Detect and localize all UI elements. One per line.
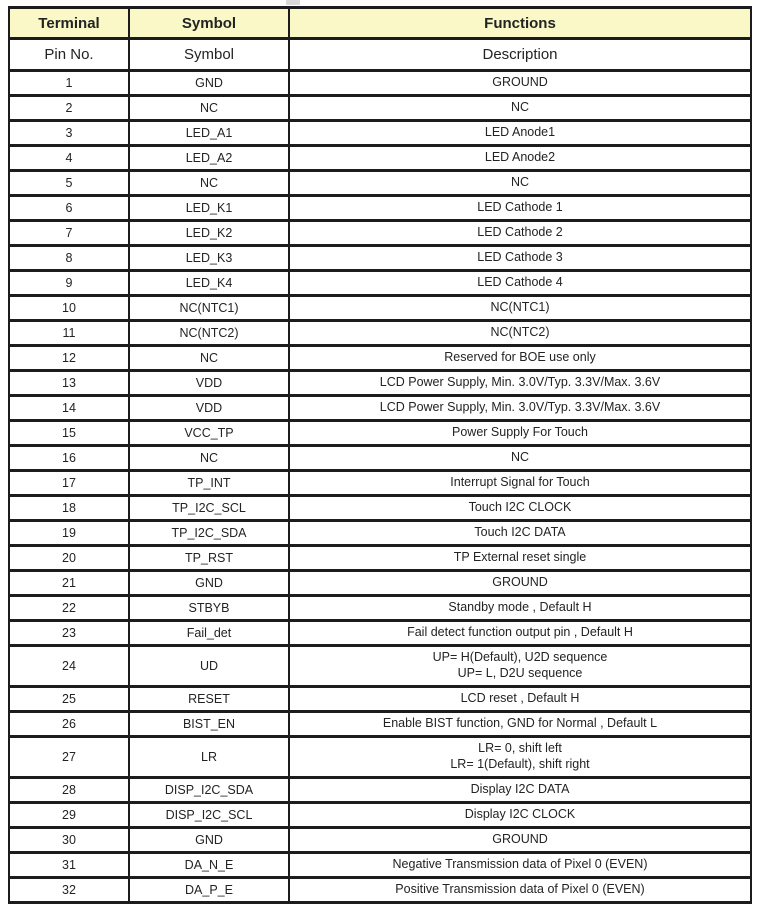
header-row [9,8,751,39]
function-line: Reserved for BOE use only [444,350,596,365]
function-line: Touch I2C CLOCK [468,500,572,515]
function-line: LED Cathode 2 [477,225,563,240]
pin-number-cell: 11 [9,321,129,346]
symbol-cell: TP_I2C_SCL [129,496,289,521]
function-cell [289,712,751,737]
table-row [9,196,751,221]
pin-number-cell: 20 [9,546,129,571]
table-row [9,271,751,296]
subheader-pin-no: Pin No. [9,39,129,71]
header-terminal: Terminal [9,8,129,39]
symbol-cell: VDD [129,371,289,396]
function-line: Positive Transmission data of Pixel 0 (EVEN) [395,882,645,897]
table-row [9,621,751,646]
pin-number-cell: 2 [9,96,129,121]
function-cell [289,471,751,496]
pin-number-cell: 13 [9,371,129,396]
pin-number-cell: 22 [9,596,129,621]
pin-number-cell: 6 [9,196,129,221]
table-row [9,646,751,687]
pin-number-cell: 25 [9,687,129,712]
function-cell [289,121,751,146]
table-row [9,853,751,878]
function-line: LED Cathode 1 [477,200,563,215]
symbol-cell: NC(NTC2) [129,321,289,346]
table-row [9,371,751,396]
table-body [9,39,751,903]
function-cell [289,546,751,571]
table-row [9,803,751,828]
symbol-cell: LED_A2 [129,146,289,171]
function-cell [289,496,751,521]
function-line: UP= L, D2U sequence [457,666,583,680]
function-line: LED Anode2 [484,150,556,165]
function-cell [289,571,751,596]
pin-number-cell: 12 [9,346,129,371]
pin-description-table [8,6,752,904]
function-cell [289,196,751,221]
pin-number-cell: 16 [9,446,129,471]
function-line: Power Supply For Touch [452,425,588,440]
function-cell [289,296,751,321]
symbol-cell: TP_RST [129,546,289,571]
function-cell [289,646,751,687]
function-cell [289,321,751,346]
table-row [9,471,751,496]
function-cell [289,371,751,396]
table-row [9,71,751,96]
pin-number-cell: 15 [9,421,129,446]
pin-number-cell: 17 [9,471,129,496]
function-line: Display I2C DATA [470,782,570,797]
function-cell [289,878,751,903]
table-row [9,321,751,346]
function-line: Touch I2C DATA [474,525,566,540]
pin-number-cell: 3 [9,121,129,146]
function-line: LED Cathode 4 [477,275,563,290]
table-row [9,346,751,371]
function-cell [289,246,751,271]
function-line: Negative Transmission data of Pixel 0 (EVEN) [392,857,648,872]
function-line: NC(NTC2) [490,325,550,340]
pin-number-cell: 24 [9,646,129,687]
function-cell [289,828,751,853]
pin-number-cell: 31 [9,853,129,878]
table-row [9,396,751,421]
function-cell [289,171,751,196]
function-cell [289,146,751,171]
pin-number-cell: 4 [9,146,129,171]
function-cell [289,778,751,803]
pin-number-cell: 23 [9,621,129,646]
symbol-cell: LED_K2 [129,221,289,246]
function-line: NC [510,100,530,115]
header-symbol: Symbol [129,8,289,39]
pin-number-cell: 21 [9,571,129,596]
pin-number-cell: 19 [9,521,129,546]
function-line: Interrupt Signal for Touch [450,475,590,490]
function-cell [289,521,751,546]
symbol-cell: NC [129,96,289,121]
symbol-cell: LED_K1 [129,196,289,221]
pin-number-cell: 1 [9,71,129,96]
symbol-cell: VCC_TP [129,421,289,446]
table-row [9,446,751,471]
function-line: LR= 0, shift left [478,741,562,756]
function-cell [289,271,751,296]
symbol-cell: NC [129,346,289,371]
symbol-cell: LED_K3 [129,246,289,271]
function-cell [289,596,751,621]
function-line: UP= H(Default), U2D sequence [432,650,608,665]
symbol-cell: DA_P_E [129,878,289,903]
table-row [9,878,751,903]
pin-number-cell: 8 [9,246,129,271]
table-row [9,521,751,546]
function-cell [289,346,751,371]
symbol-cell: NC [129,446,289,471]
subheader-row [9,39,751,71]
symbol-cell: RESET [129,687,289,712]
table-row [9,828,751,853]
table-row [9,596,751,621]
symbol-cell: UD [129,646,289,687]
table-row [9,546,751,571]
symbol-cell: VDD [129,396,289,421]
table-row [9,171,751,196]
function-cell [289,737,751,778]
pin-number-cell: 18 [9,496,129,521]
function-cell [289,446,751,471]
function-cell [289,687,751,712]
header-functions: Functions [289,8,751,39]
function-line: LCD Power Supply, Min. 3.0V/Typ. 3.3V/Max. 3.6V [379,375,661,390]
pin-number-cell: 9 [9,271,129,296]
table-row [9,496,751,521]
function-line: LCD Power Supply, Min. 3.0V/Typ. 3.3V/Max. 3.6V [379,400,661,415]
symbol-cell: BIST_EN [129,712,289,737]
function-line: LR= 1(Default), shift right [450,757,590,771]
symbol-cell: STBYB [129,596,289,621]
symbol-cell: DA_N_E [129,853,289,878]
function-line: NC [510,175,530,190]
subheader-description: Description [289,39,751,71]
symbol-cell: GND [129,571,289,596]
function-line: Enable BIST function, GND for Normal , Default L [382,716,658,731]
symbol-cell: GND [129,828,289,853]
table-row [9,96,751,121]
pin-number-cell: 10 [9,296,129,321]
table-row [9,687,751,712]
pin-number-cell: 14 [9,396,129,421]
function-cell [289,221,751,246]
function-line: Fail detect function output pin , Default H [407,625,633,640]
table-row [9,571,751,596]
table-row [9,737,751,778]
pin-number-cell: 7 [9,221,129,246]
table-row [9,296,751,321]
function-line: TP External reset single [453,550,587,565]
table-row [9,121,751,146]
pin-number-cell: 28 [9,778,129,803]
function-line: GROUND [492,75,548,90]
pin-number-cell: 27 [9,737,129,778]
symbol-cell: DISP_I2C_SCL [129,803,289,828]
function-line: GROUND [492,832,548,847]
function-cell [289,96,751,121]
function-line: LED Anode1 [484,125,556,140]
pin-number-cell: 32 [9,878,129,903]
table-row [9,712,751,737]
table-row [9,221,751,246]
symbol-cell: NC [129,171,289,196]
function-line: LCD reset , Default H [460,691,580,706]
function-cell [289,396,751,421]
pin-number-cell: 5 [9,171,129,196]
function-cell [289,621,751,646]
table-row [9,146,751,171]
symbol-cell: DISP_I2C_SDA [129,778,289,803]
pin-number-cell: 26 [9,712,129,737]
subheader-symbol: Symbol [129,39,289,71]
function-cell [289,853,751,878]
symbol-cell: LED_A1 [129,121,289,146]
symbol-cell: LED_K4 [129,271,289,296]
function-cell [289,71,751,96]
symbol-cell: Fail_det [129,621,289,646]
symbol-cell: TP_I2C_SDA [129,521,289,546]
function-cell [289,421,751,446]
symbol-cell: TP_INT [129,471,289,496]
function-line: LED Cathode 3 [477,250,563,265]
pin-number-cell: 29 [9,803,129,828]
function-line: Standby mode , Default H [448,600,592,615]
function-line: NC(NTC1) [490,300,550,315]
table-row [9,421,751,446]
symbol-cell: LR [129,737,289,778]
scan-artifact [286,0,300,5]
function-line: Display I2C CLOCK [464,807,576,822]
function-cell [289,803,751,828]
table-row [9,778,751,803]
function-line: NC [510,450,530,465]
symbol-cell: NC(NTC1) [129,296,289,321]
pin-number-cell: 30 [9,828,129,853]
symbol-cell: GND [129,71,289,96]
function-line: GROUND [492,575,548,590]
table-row [9,246,751,271]
